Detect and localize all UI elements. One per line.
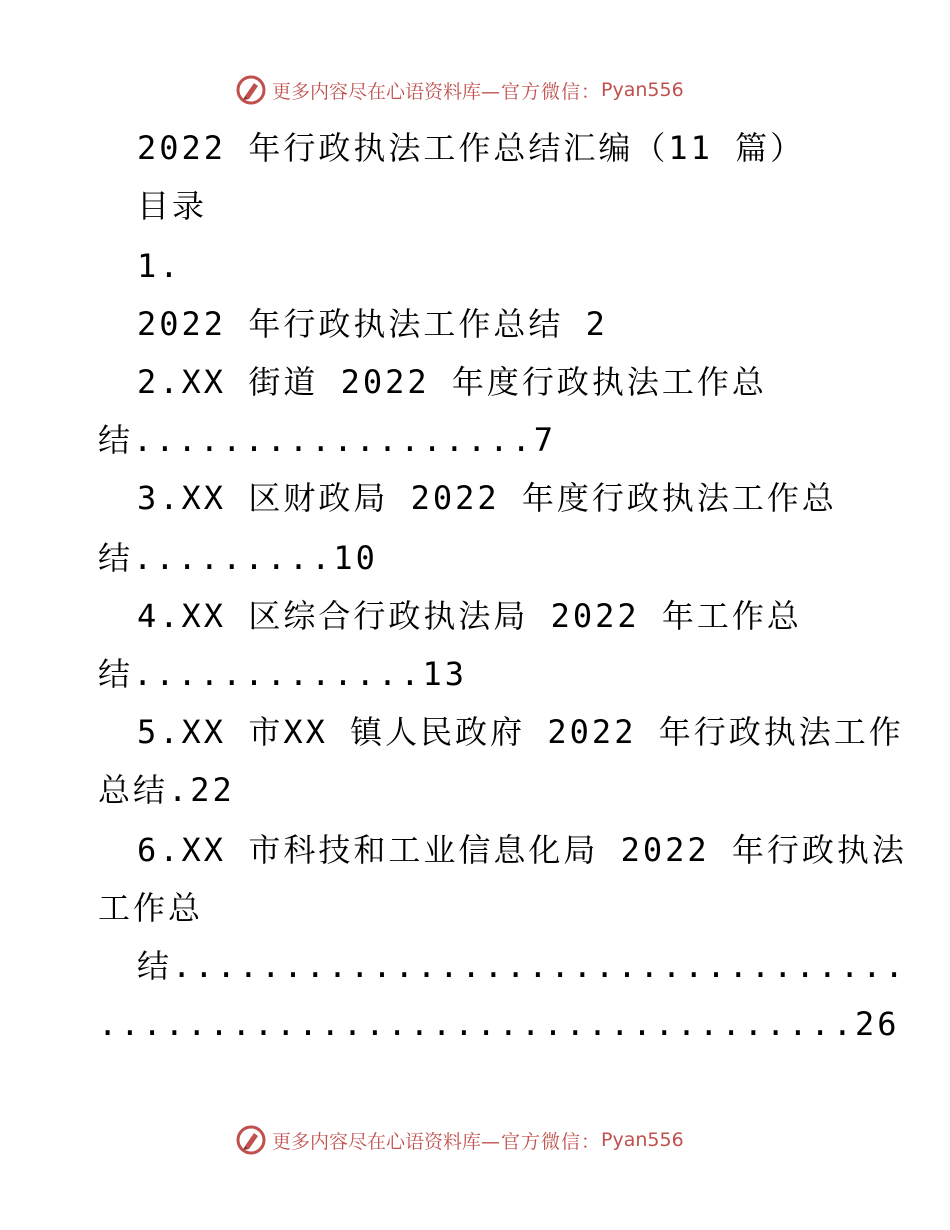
toc-line-2: 2022 年行政执法工作总结 2	[137, 305, 608, 343]
toc-line-6: 结.........10	[98, 539, 378, 577]
toc-line-7: 4.XX 区综合行政执法局 2022 年工作总	[137, 597, 802, 635]
pen-nib-logo-icon	[236, 1125, 266, 1155]
toc-line-13: 结.................................	[137, 947, 907, 985]
watermark-wechat-id: Pyan556	[601, 79, 684, 101]
toc-line-11: 6.XX 市科技和工业信息化局 2022 年行政执法	[137, 831, 907, 869]
toc-heading: 目录	[137, 187, 208, 225]
watermark-footer	[236, 1122, 684, 1158]
toc-line-10: 总结.22	[98, 771, 235, 809]
toc-line-5: 3.XX 区财政局 2022 年度行政执法工作总	[137, 479, 837, 517]
watermark-main-text: 更多内容尽在心语资料库	[272, 80, 482, 103]
watermark-header	[236, 72, 684, 108]
toc-line-8: 结.............13	[98, 655, 467, 693]
watermark-wechat-id: Pyan556	[601, 1129, 684, 1151]
pen-nib-logo-icon	[236, 75, 266, 105]
toc-line-12: 工作总	[98, 889, 204, 927]
watermark-separator-text: —官方微信：	[481, 80, 602, 103]
document-title: 2022 年行政执法工作总结汇编（11 篇）	[137, 129, 806, 167]
toc-line-4: 结..................7	[98, 421, 557, 459]
toc-line-1: 1.	[137, 247, 182, 285]
watermark-separator-text: —官方微信：	[481, 1130, 602, 1153]
toc-line-9: 5.XX 市XX 镇人民政府 2022 年行政执法工作	[137, 713, 904, 751]
toc-line-3: 2.XX 街道 2022 年度行政执法工作总	[137, 363, 767, 401]
toc-line-14: ..................................26	[98, 1005, 900, 1043]
watermark-main-text: 更多内容尽在心语资料库	[272, 1130, 482, 1153]
